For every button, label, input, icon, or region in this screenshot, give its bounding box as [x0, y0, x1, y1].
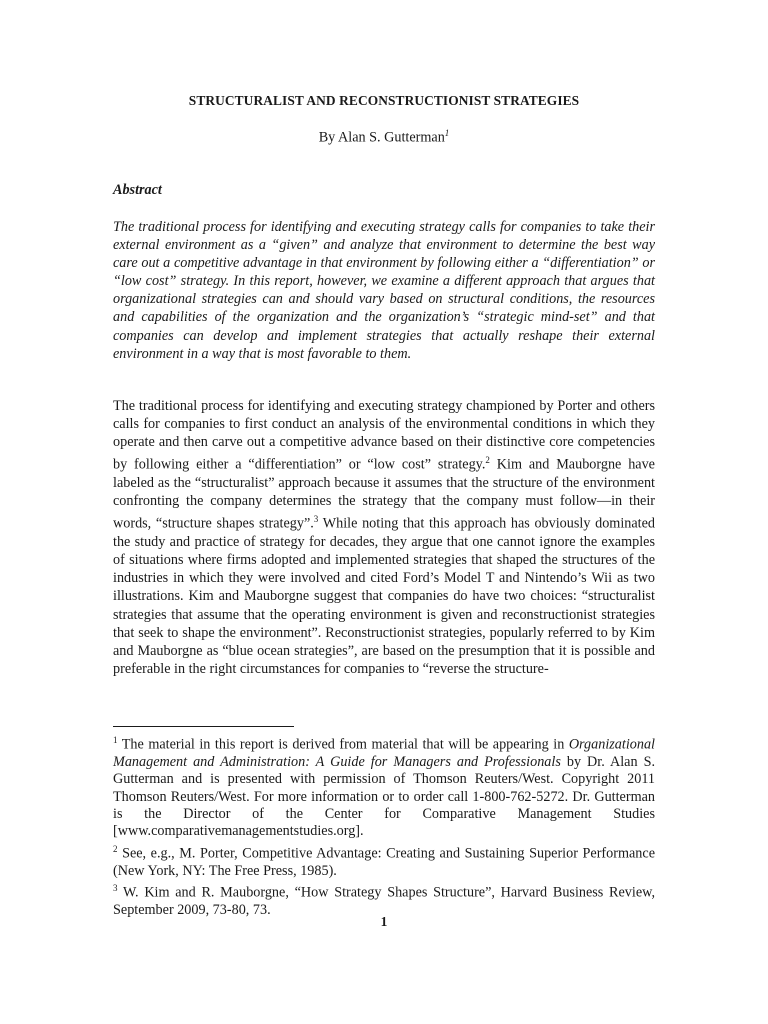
abstract-heading: Abstract [113, 182, 162, 198]
footnote-2-text: See, e.g., M. Porter, Competitive Advantage: Creating and Sustaining Superior Performance (New York, NY: The Free Press, 1985). [113, 845, 655, 879]
author-name: By Alan S. Gutterman [318, 129, 445, 146]
author-byline [0, 128, 768, 147]
body-paragraph [113, 397, 655, 678]
footnote-2-mark: 2 [113, 843, 118, 854]
footnote-3-mark: 3 [113, 882, 118, 893]
footnote-separator [113, 726, 294, 727]
body-text-part-3: While noting that this approach has obviously dominated the study and practice of strategy for decades, they argue that one cannot ignore the examples of situations where firms adopted and implemented strategies that shaped the structures of the industries in which they were involved and cited Ford’s Model T and Nintendo’s Wii as two illustrations. Kim and Mauborgne suggest that companies do have two choices: “structuralist strategies that assume that the operating environment is given and reconstructionist strategies that seek to shape the environment”. Reconstructionist strategies, popularly referred to by Kim and Mauborgne as “blue ocean strategies”, are based on the presumption that it is possible and preferable in the right circumstances for companies to “reverse the structure- [113, 516, 655, 677]
footnote-1-book-title: Organizational Management and Administration: A Guide for Managers and Professionals [113, 736, 655, 771]
footnotes-section [113, 732, 655, 919]
footnote-ref-3: 3 [313, 514, 319, 525]
footnote-3-text: W. Kim and R. Mauborgne, “How Strategy Shapes Structure”, Harvard Business Review, September 2009, 73-80, 73. [113, 884, 655, 918]
footnote-1-text-before: The material in this report is derived from material that will be appearing in [117, 736, 569, 753]
page-number: 1 [380, 914, 388, 929]
footnote-ref-1: 1 [444, 128, 450, 138]
footnote-1-text-after: by Dr. Alan S. Gutterman and is presented with permission of Thomson Reuters/West. Copyright 2011 Thomson Reuters/West. For more information or to order call 1-800-762-5272. Dr. Gutterman is the Director of the Center for Comparative Management Studies [www.comparativemanagementstudies.org]. [113, 754, 656, 840]
document-title: STRUCTURALIST AND RECONSTRUCTIONIST STRATEGIES [188, 93, 580, 108]
body-text-part-1: The traditional process for identifying and executing strategy championed by Porter and others calls for companies to first conduct an analysis of the environmental conditions in which they operate and then carve out a competitive advance based on their distinctive core competencies by following either a “differentiation” or “low cost” strategy. [113, 398, 655, 474]
footnote-ref-2: 2 [485, 455, 490, 466]
footnote-1 [113, 732, 655, 841]
footnote-2 [113, 841, 655, 880]
footnote-1-mark: 1 [113, 735, 118, 745]
body-text-part-2: Kim and Mauborgne have labeled as the “structuralist” approach because it assumes that the structure of the environment confronting the company determines the strategy that the company must follow—in their words, “structure shapes strategy”. [113, 457, 655, 533]
abstract-paragraph: The traditional process for identifying and executing strategy calls for companies to take their external environment as a “given” and analyze that environment to determine the best way care out a competitive advantage in that environment by following either a “differentiation” or “low cost” strategy. In this report, however, we examine a different approach that argues that organizational strategies can and should vary based on structural conditions, the resources and capabilities of the organization and the organization’s “strategic mind-set” and that companies can develop and implement strategies that actually reshape their external environment in a way that is most favorable to them. [113, 219, 655, 362]
